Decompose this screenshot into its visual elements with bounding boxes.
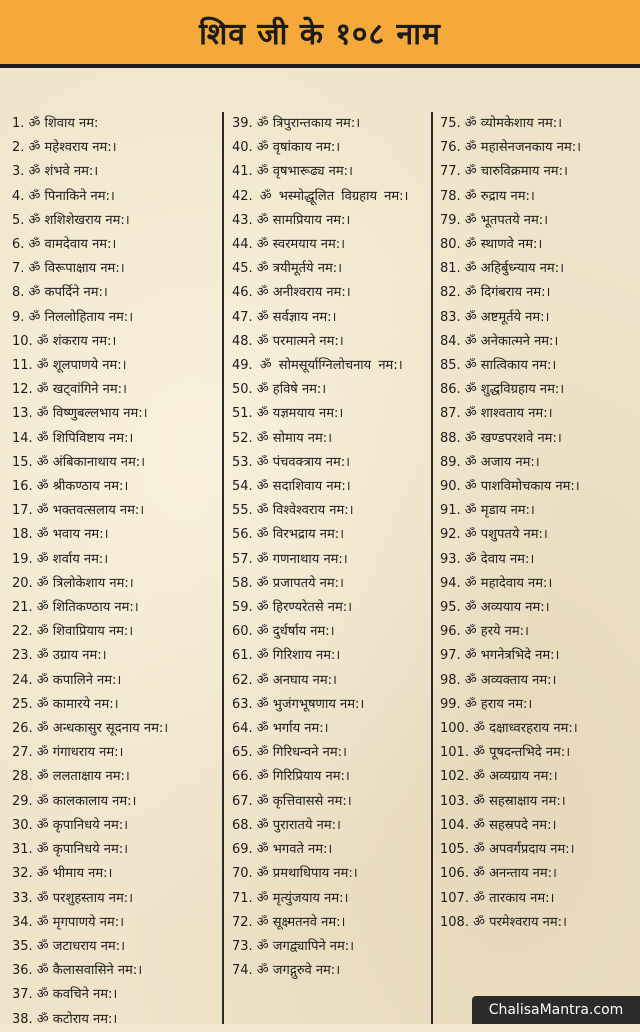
page-title: शिव जी के १०८ नाम <box>199 16 441 52</box>
name-item: 106. ॐ अनन्ताय नम:। <box>440 866 557 882</box>
name-item: 22. ॐ शिवाप्रियाय नम:। <box>12 624 134 640</box>
name-item: 13. ॐ विष्णुबल्लभाय नम:। <box>12 406 148 422</box>
name-item: 45. ॐ त्रयीमूर्तये नम:। <box>232 261 343 277</box>
name-item: 40. ॐ वृषांकाय नम:। <box>232 140 341 156</box>
name-item: 71. ॐ मृत्युंजयाय नम:। <box>232 890 349 906</box>
name-item: 23. ॐ उग्राय नम:। <box>12 648 107 664</box>
name-item: 4. ॐ पिनाकिने नम:। <box>12 188 115 204</box>
name-item: 25. ॐ कामारये नम:। <box>12 696 119 712</box>
name-item: 32. ॐ भीमाय नम:। <box>12 866 113 882</box>
name-item: 29. ॐ कालकालाय नम:। <box>12 793 137 809</box>
name-item: 63. ॐ भुजंगभूषणाय नम:। <box>232 696 365 712</box>
names-column-3 <box>440 112 640 935</box>
name-item: 49. ॐ सोमसूर्याग्निलोचनाय नम:। <box>232 358 403 374</box>
name-item: 81. ॐ अहिर्बुध्न्याय नम:। <box>440 261 565 277</box>
name-item: 108. ॐ परमेश्वराय नम:। <box>440 914 567 930</box>
name-item: 70. ॐ प्रमथाधिपाय नम:। <box>232 866 358 882</box>
footer-site-name: ChalisaMantra.com <box>488 1002 624 1018</box>
name-item: 97. ॐ भगनेत्रभिदे नम:। <box>440 648 560 664</box>
name-item: 64. ॐ भर्गाय नम:। <box>232 721 329 737</box>
name-item: 56. ॐ विरभद्राय नम:। <box>232 527 345 543</box>
name-item: 9. ॐ निललोहिताय नम:। <box>12 309 134 325</box>
name-item: 10. ॐ शंकराय नम:। <box>12 333 117 349</box>
name-item: 100. ॐ दक्षाध्वरहराय नम:। <box>440 721 578 737</box>
name-item: 74. ॐ जगद्गुरुवे नम:। <box>232 963 341 979</box>
name-item: 44. ॐ स्वरमयाय नम:। <box>232 237 346 253</box>
footer-badge <box>472 996 640 1024</box>
name-item: 16. ॐ श्रीकण्ठाय नम:। <box>12 479 129 495</box>
name-item: 55. ॐ विश्वेश्वराय नम:। <box>232 503 354 519</box>
name-item: 12. ॐ खट्वांगिने नम:। <box>12 382 127 398</box>
name-item: 28. ॐ ललताक्षाय नम:। <box>12 769 130 785</box>
name-item: 94. ॐ महादेवाय नम:। <box>440 575 553 591</box>
name-item: 39. ॐ त्रिपुरान्तकाय नम:। <box>232 116 361 131</box>
name-item: 85. ॐ सात्विकाय नम:। <box>440 358 557 374</box>
name-item: 35. ॐ जटाधराय नम:। <box>12 938 126 954</box>
name-item: 43. ॐ सामप्रियाय नम:। <box>232 212 351 228</box>
name-item: 80. ॐ स्थाणवे नम:। <box>440 237 543 253</box>
name-item: 6. ॐ वामदेवाय नम:। <box>12 237 117 253</box>
name-item: 89. ॐ अजाय नम:। <box>440 454 540 470</box>
name-item: 27. ॐ गंगाधराय नम:। <box>12 745 124 761</box>
name-item: 69. ॐ भगवते नम:। <box>232 842 333 858</box>
name-item: 76. ॐ महासेनजनकाय नम:। <box>440 140 582 156</box>
name-item: 62. ॐ अनघाय नम:। <box>232 672 337 688</box>
name-item: 41. ॐ वृषभारूढ्य नम:। <box>232 164 353 180</box>
name-item: 60. ॐ दुर्धर्षाय नम:। <box>232 624 335 640</box>
name-item: 59. ॐ हिरण्यरेतसे नम:। <box>232 600 353 616</box>
name-item: 5. ॐ शशिशेखराय नम:। <box>12 212 130 228</box>
name-item: 38. ॐ कटोराय नम:। <box>12 1011 118 1027</box>
name-item: 66. ॐ गिरिप्रियाय नम:। <box>232 769 350 785</box>
names-column-1 <box>12 112 217 1032</box>
name-item: 48. ॐ परमात्मने नम:। <box>232 333 344 349</box>
name-item: 57. ॐ गणनाथाय नम:। <box>232 551 348 567</box>
name-item: 54. ॐ सदाशिवाय नम:। <box>232 479 351 495</box>
name-item: 95. ॐ अव्ययाय नम:। <box>440 600 550 616</box>
name-item: 105. ॐ अपवर्गप्रदाय नम:। <box>440 842 575 858</box>
name-item: 37. ॐ कवचिने नम:। <box>12 987 118 1003</box>
name-item: 96. ॐ हरये नम:। <box>440 624 529 640</box>
name-item: 84. ॐ अनेकात्मने नम:। <box>440 333 559 349</box>
names-column-2 <box>232 112 432 983</box>
name-item: 107. ॐ तारकाय नम:। <box>440 890 555 906</box>
name-item: 51. ॐ यज्ञमयाय नम:। <box>232 406 344 422</box>
name-item: 8. ॐ कपर्दिने नम:। <box>12 285 108 301</box>
name-item: 11. ॐ शूलपाणये नम:। <box>12 358 127 374</box>
name-item: 87. ॐ शाश्वताय नम:। <box>440 406 553 422</box>
name-item: 21. ॐ शितिकण्ठाय नम:। <box>12 600 139 616</box>
name-item: 7. ॐ विरूपाक्षाय नम:। <box>12 261 125 277</box>
name-item: 77. ॐ चारुविक्रमाय नम:। <box>440 164 568 180</box>
name-item: 20. ॐ त्रिलोकेशाय नम:। <box>12 575 134 591</box>
name-item: 78. ॐ रुद्राय नम:। <box>440 188 535 204</box>
name-item: 83. ॐ अष्टमूर्तये नम:। <box>440 309 550 325</box>
name-item: 72. ॐ सूक्ष्मतनवे नम:। <box>232 914 346 930</box>
name-item: 88. ॐ खण्डपरशवे नम:। <box>440 430 562 446</box>
name-item: 82. ॐ दिगंबराय नम:। <box>440 285 551 301</box>
name-item: 98. ॐ अव्यक्ताय नम:। <box>440 672 557 688</box>
name-item: 17. ॐ भक्तवत्सलाय नम:। <box>12 503 145 519</box>
name-item: 14. ॐ शिपिविष्टाय नम:। <box>12 430 134 446</box>
name-item: 86. ॐ शुद्धविग्रहाय नम:। <box>440 382 565 398</box>
name-item: 65. ॐ गिरिधन्वने नम:। <box>232 745 347 761</box>
name-item: 18. ॐ भवाय नम:। <box>12 527 109 543</box>
name-item: 50. ॐ हविषे नम:। <box>232 382 327 398</box>
name-item: 2. ॐ महेश्वराय नम:। <box>12 140 117 156</box>
name-item: 36. ॐ कैलासवासिने नम:। <box>12 963 143 979</box>
name-item: 93. ॐ देवाय नम:। <box>440 551 535 567</box>
name-item: 73. ॐ जगद्व्यापिने नम:। <box>232 938 355 954</box>
name-item: 26. ॐ अन्धकासुर सूदनाय नम:। <box>12 721 169 737</box>
name-item: 58. ॐ प्रजापतये नम:। <box>232 575 344 591</box>
column-divider <box>222 112 224 1024</box>
name-item: 102. ॐ अव्यग्राय नम:। <box>440 769 558 785</box>
name-item: 46. ॐ अनीश्वराय नम:। <box>232 285 351 301</box>
name-item: 15. ॐ अंबिकानाथाय नम:। <box>12 454 146 470</box>
name-item: 91. ॐ मृडाय नम:। <box>440 503 535 519</box>
name-item: 99. ॐ हराय नम:। <box>440 696 533 712</box>
name-item: 68. ॐ पुरारातये नम:। <box>232 817 341 833</box>
header-banner <box>0 0 640 68</box>
name-item: 92. ॐ पशुपतये नम:। <box>440 527 548 543</box>
name-item: 75. ॐ व्योमकेशाय नम:। <box>440 116 563 131</box>
name-item: 52. ॐ सोमाय नम:। <box>232 430 333 446</box>
name-item: 33. ॐ परशुहस्ताय नम:। <box>12 890 134 906</box>
name-item: 24. ॐ कपालिने नम:। <box>12 672 122 688</box>
name-item: 47. ॐ सर्वज्ञाय नम:। <box>232 309 337 325</box>
name-item: 30. ॐ कृपानिधये नम:। <box>12 817 129 833</box>
name-item: 67. ॐ कृत्तिवाससे नम:। <box>232 793 352 809</box>
name-item: 42. ॐ भस्मोद्धूलित विग्रहाय नम:। <box>232 188 409 204</box>
name-item: 103. ॐ सहस्राक्षाय नम:। <box>440 793 566 809</box>
name-item: 34. ॐ मृगपाणये नम:। <box>12 914 125 930</box>
name-item: 90. ॐ पाशविमोचकाय नम:। <box>440 479 580 495</box>
name-item: 101. ॐ पूषदन्तभिदे नम:। <box>440 745 571 761</box>
name-item: 31. ॐ कृपानिधये नम:। <box>12 842 129 858</box>
name-item: 53. ॐ पंचवक्त्राय नम:। <box>232 454 351 470</box>
name-item: 19. ॐ शर्वाय नम:। <box>12 551 109 567</box>
name-item: 3. ॐ शंभवे नम:। <box>12 164 99 180</box>
name-item: 1. ॐ शिवाय नम: <box>12 116 99 131</box>
name-item: 79. ॐ भूतपतये नम:। <box>440 212 549 228</box>
name-item: 61. ॐ गिरिशाय नम:। <box>232 648 341 664</box>
name-item: 104. ॐ सहस्रपदे नम:। <box>440 817 557 833</box>
